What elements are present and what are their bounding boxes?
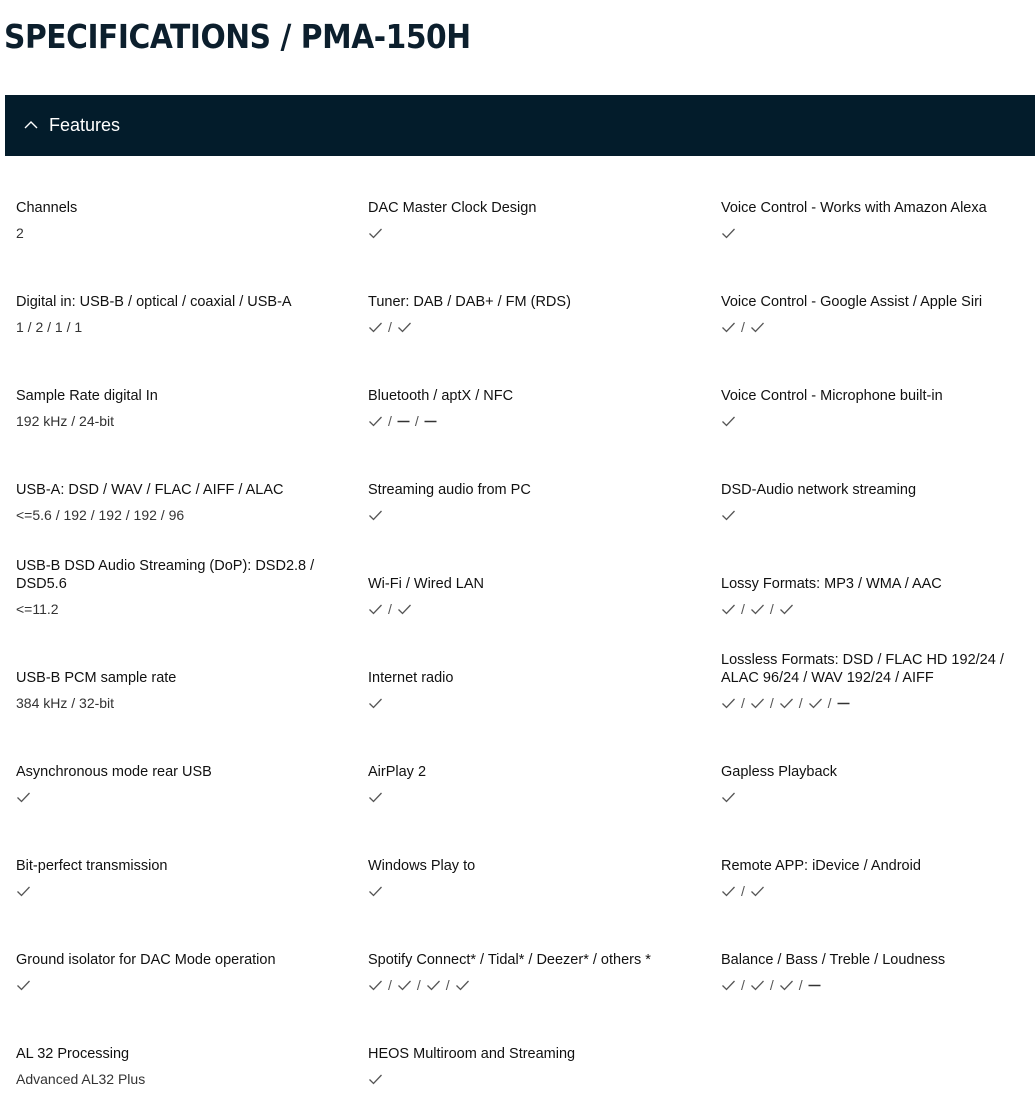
spec-availability xyxy=(721,694,1035,712)
check-icon xyxy=(368,508,383,522)
separator: / xyxy=(388,413,392,429)
spec-label: Voice Control - Works with Amazon Alexa xyxy=(721,200,987,216)
check-icon xyxy=(368,320,383,334)
spec-label: USB-A: DSD / WAV / FLAC / AIFF / ALAC xyxy=(16,482,284,498)
spec-item xyxy=(16,630,336,724)
separator: / xyxy=(741,883,745,899)
separator: / xyxy=(741,601,745,617)
spec-availability xyxy=(721,506,1035,524)
check-icon xyxy=(16,790,31,804)
spec-label: DAC Master Clock Design xyxy=(368,200,537,216)
check-icon xyxy=(750,696,765,710)
spec-availability xyxy=(16,882,336,900)
spec-label: USB-B PCM sample rate xyxy=(16,670,177,686)
spec-availability xyxy=(721,600,1035,618)
spec-label: Digital in: USB-B / optical / coaxial / USB-A xyxy=(16,294,292,310)
separator: / xyxy=(416,977,421,993)
spec-availability xyxy=(368,600,688,618)
check-icon xyxy=(721,508,736,522)
spec-item xyxy=(16,912,336,1006)
spec-label: USB-B DSD Audio Streaming (DoP): DSD2.8 / DSD5.6 xyxy=(16,558,315,592)
spec-label: AL 32 Processing xyxy=(16,1046,130,1062)
check-icon xyxy=(426,978,441,992)
check-icon xyxy=(779,978,794,992)
features-label: Features xyxy=(49,115,121,135)
spec-item xyxy=(721,254,1035,348)
spec-value: 2 xyxy=(16,225,24,241)
spec-label: HEOS Multiroom and Streaming xyxy=(368,1046,576,1062)
check-icon xyxy=(368,696,383,710)
spec-item xyxy=(16,724,336,818)
spec-item xyxy=(16,818,336,912)
spec-item xyxy=(721,160,1035,254)
spec-value: 384 kHz / 32-bit xyxy=(16,695,115,711)
separator: / xyxy=(388,977,392,993)
spec-label: Lossless Formats: DSD / FLAC HD 192/24 / ALAC 96/24 / WAV 192/24 / AIFF xyxy=(721,652,1004,686)
spec-item xyxy=(368,348,688,442)
spec-availability xyxy=(16,788,336,806)
spec-item xyxy=(368,442,688,536)
separator: / xyxy=(445,977,450,993)
separator: / xyxy=(741,319,745,335)
check-icon xyxy=(368,884,383,898)
spec-availability xyxy=(721,882,1035,900)
spec-item xyxy=(368,724,688,818)
check-icon xyxy=(397,320,412,334)
check-icon xyxy=(368,602,383,616)
separator: / xyxy=(741,695,745,711)
spec-availability xyxy=(368,224,688,242)
spec-item xyxy=(16,348,336,442)
spec-label: AirPlay 2 xyxy=(368,764,427,780)
separator: / xyxy=(388,601,392,617)
separator: / xyxy=(769,601,774,617)
spec-value: <=11.2 xyxy=(16,601,59,617)
spec-availability xyxy=(368,882,688,900)
spec-item xyxy=(368,630,688,724)
spec-item xyxy=(16,442,336,536)
dash-icon xyxy=(424,414,437,428)
spec-label: Voice Control - Microphone built-in xyxy=(721,388,943,404)
spec-item xyxy=(368,536,688,630)
spec-availability xyxy=(721,412,1035,430)
spec-item xyxy=(16,1006,336,1100)
spec-availability xyxy=(368,412,688,430)
separator: / xyxy=(388,319,392,335)
spec-availability xyxy=(368,506,688,524)
spec-label: DSD-Audio network streaming xyxy=(721,482,917,498)
check-icon xyxy=(750,978,765,992)
check-icon xyxy=(368,978,383,992)
dash-icon xyxy=(837,696,850,710)
spec-label: Lossy Formats: MP3 / WMA / AAC xyxy=(721,576,942,592)
spec-label: Balance / Bass / Treble / Loudness xyxy=(721,952,946,968)
spec-label: Gapless Playback xyxy=(721,764,838,780)
spec-label: Asynchronous mode rear USB xyxy=(16,764,212,780)
spec-item xyxy=(368,160,688,254)
spec-value: 192 kHz / 24-bit xyxy=(16,413,115,429)
separator: / xyxy=(414,413,419,429)
spec-availability xyxy=(368,318,688,336)
spec-label: Internet radio xyxy=(368,670,454,686)
separator: / xyxy=(741,977,745,993)
spec-label: Bit-perfect transmission xyxy=(16,858,168,874)
spec-label: Remote APP: iDevice / Android xyxy=(721,858,921,874)
check-icon xyxy=(721,226,736,240)
spec-label: Wi-Fi / Wired LAN xyxy=(368,576,484,592)
check-icon xyxy=(750,884,765,898)
check-icon xyxy=(779,602,794,616)
check-icon xyxy=(750,320,765,334)
check-icon xyxy=(397,602,412,616)
spec-availability xyxy=(721,224,1035,242)
spec-item xyxy=(368,818,688,912)
spec-availability xyxy=(368,1070,688,1088)
check-icon xyxy=(16,978,31,992)
spec-label: Voice Control - Google Assist / Apple Siri xyxy=(721,294,983,310)
spec-label: Ground isolator for DAC Mode operation xyxy=(16,952,276,968)
check-icon xyxy=(808,696,823,710)
spec-availability xyxy=(721,788,1035,806)
spec-item xyxy=(721,630,1035,724)
check-icon xyxy=(368,1072,383,1086)
spec-availability xyxy=(721,976,1035,994)
spec-label: Streaming audio from PC xyxy=(368,482,531,498)
spec-label: Tuner: DAB / DAB+ / FM (RDS) xyxy=(368,294,571,310)
spec-item xyxy=(368,1006,688,1100)
spec-availability xyxy=(16,976,336,994)
check-icon xyxy=(721,320,736,334)
separator: / xyxy=(769,977,774,993)
spec-label: Spotify Connect* / Tidal* / Deezer* / others * xyxy=(368,952,651,968)
spec-availability xyxy=(368,788,688,806)
check-icon xyxy=(721,884,736,898)
spec-label: Channels xyxy=(16,200,78,216)
check-icon xyxy=(779,696,794,710)
spec-item xyxy=(16,254,336,348)
check-icon xyxy=(721,790,736,804)
separator: / xyxy=(769,695,774,711)
spec-availability xyxy=(721,318,1035,336)
spec-value: <=5.6 / 192 / 192 / 192 / 96 xyxy=(16,507,185,523)
check-icon xyxy=(721,978,736,992)
spec-label: Windows Play to xyxy=(368,858,476,874)
check-icon xyxy=(721,696,736,710)
check-icon xyxy=(368,226,383,240)
spec-item xyxy=(368,254,688,348)
spec-availability xyxy=(368,976,688,994)
spec-item xyxy=(721,348,1035,442)
check-icon xyxy=(721,414,736,428)
spec-item xyxy=(16,536,336,630)
check-icon xyxy=(750,602,765,616)
spec-value: 1 / 2 / 1 / 1 xyxy=(16,319,83,335)
spec-label: Bluetooth / aptX / NFC xyxy=(368,388,514,404)
separator: / xyxy=(798,977,803,993)
spec-value: Advanced AL32 Plus xyxy=(16,1071,146,1087)
spec-item xyxy=(368,912,688,1006)
dash-icon xyxy=(397,414,410,428)
spec-item xyxy=(721,818,1035,912)
separator: / xyxy=(798,695,803,711)
spec-item xyxy=(721,442,1035,536)
check-icon xyxy=(16,884,31,898)
spec-item xyxy=(721,536,1035,630)
check-icon xyxy=(397,978,412,992)
separator: / xyxy=(827,695,832,711)
spec-item xyxy=(721,912,1035,1006)
spec-item xyxy=(16,160,336,254)
check-icon xyxy=(368,790,383,804)
page-title: SPECIFICATIONS / PMA-150H xyxy=(4,17,471,56)
spec-label: Sample Rate digital In xyxy=(16,388,158,404)
spec-availability xyxy=(368,694,688,712)
check-icon xyxy=(368,414,383,428)
dash-icon xyxy=(808,978,821,992)
check-icon xyxy=(455,978,470,992)
spec-item xyxy=(721,724,1035,818)
check-icon xyxy=(721,602,736,616)
